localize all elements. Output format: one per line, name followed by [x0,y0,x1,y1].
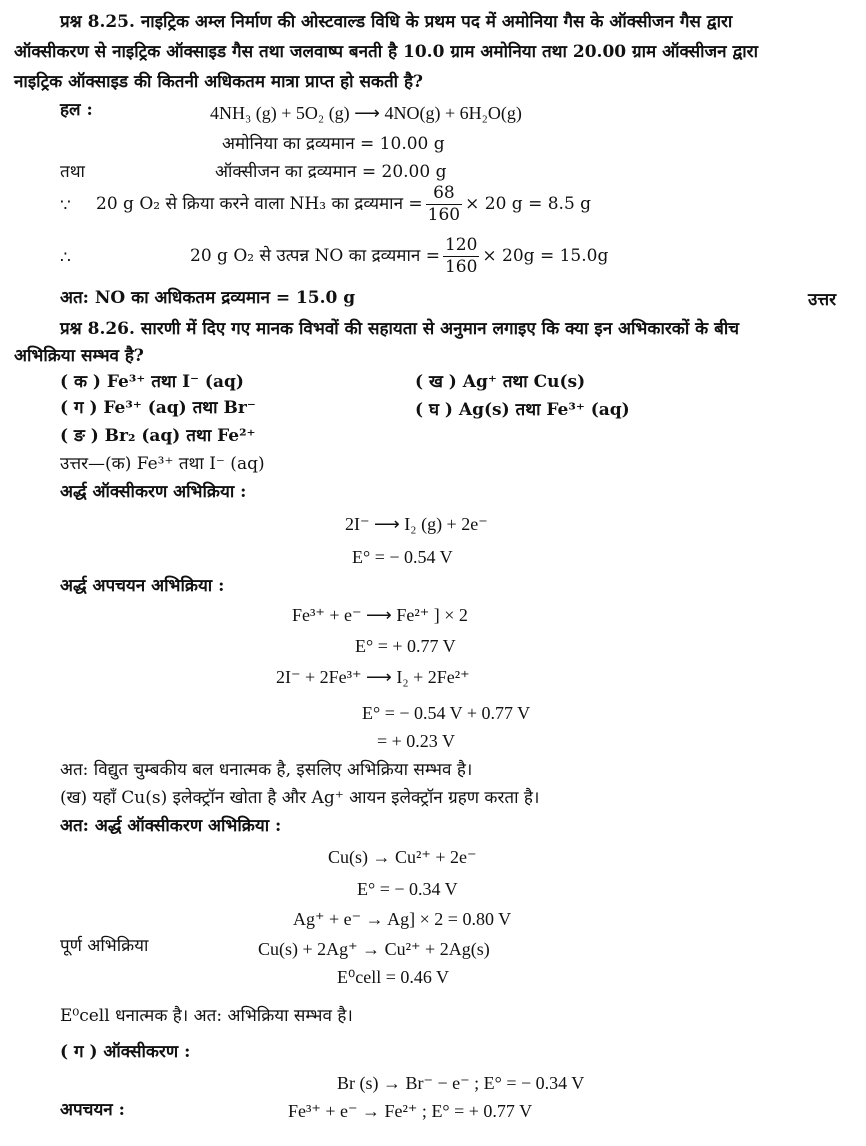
no-fraction [443,234,479,277]
nh3-denominator: 160 [427,204,461,225]
potential-3: E° = − 0.54 V + 0.77 V [362,703,531,723]
answer-intro: उत्तर—(क) Fe³⁺ तथा I⁻ (aq) [60,454,265,474]
oxygen-mass: ऑक्सीजन का द्रव्यमान = 20.00 g [215,162,447,182]
q826-line1: प्रश्न 8.26. सारणी में दिए गए मानक विभवों की सहायता से अनुमान लगाइए कि क्या इन अभिकारकों के बीच [60,319,740,339]
ammonia-mass: अमोनिया का द्रव्यमान = 10.00 g [222,134,445,154]
nh3-text: 20 g O₂ से क्रिया करने वाला NH₃ का द्रव्यमान = [96,193,423,214]
no-text: 20 g O₂ से उत्पन्न NO का द्रव्यमान = [190,245,440,266]
therefore-symbol: ∴ [60,248,71,268]
equation-4: Cu(s) → Cu²⁺ + 2e⁻ [328,847,477,867]
half-reduction-heading: अर्द्ध अपचयन अभिक्रिया : [60,576,225,596]
q825-line2: ऑक्सीकरण से नाइट्रिक ऑक्साइड गैस तथा जलवाष्प बनती है 10.0 ग्राम अमोनिया तथा 20.00 ग्राम ऑक्सीजन द्वारा [14,42,759,62]
q825-line3: नाइट्रिक ऑक्साइड की कितनी अधिकतम मात्रा प्राप्त हो सकती है? [14,72,423,92]
final-answer-825: अत: NO का अधिकतम द्रव्यमान = 15.0 g [60,288,356,308]
option-gha: ( घ ) Ag(s) तथा Fe³⁺ (aq) [415,400,630,420]
tatha-label: तथा [60,162,85,182]
q825-line1: प्रश्न 8.25. नाइट्रिक अम्ल निर्माण की ओस्टवाल्ड विधि के प्रथम पद में अमोनिया गैस के ऑक्सीजन गैस द्वारा [60,12,733,32]
equation-8: Fe³⁺ + e⁻ → Fe²⁺ ; E° = + 0.77 V [288,1101,533,1121]
nh3-numerator: 68 [426,185,462,205]
ecell-value: E⁰cell = 0.46 V [337,967,450,987]
full-reaction-label: पूर्ण अभिक्रिया [60,936,149,956]
equation-3: 2I⁻ + 2Fe³⁺ ⟶ I₂ + 2Fe²⁺ [276,667,470,687]
nh3-result: × 20 g = 8.5 g [465,193,592,214]
no-denominator: 160 [444,256,478,277]
reduction-label: अपचयन : [60,1100,125,1120]
conclusion-b: E⁰cell धनात्मक है। अत: अभिक्रिया सम्भव है। [60,1006,353,1026]
no-calc [190,236,608,276]
equation-7: Br (s) → Br⁻ − e⁻ ; E° = − 0.34 V [337,1073,585,1093]
equation-5: Ag⁺ + e⁻ → Ag] × 2 = 0.80 V [293,909,512,929]
equation-6: Cu(s) + 2Ag⁺ → Cu²⁺ + 2Ag(s) [258,939,490,959]
conclusion-a: अत: विद्युत चुम्बकीय बल धनात्मक है, इसलिए अभिक्रिया सम्भव है। [60,760,473,780]
q826-line2: अभिक्रिया सम्भव है? [14,346,144,366]
potential-4: = + 0.23 V [377,731,455,751]
equation-1: 2I⁻ ⟶ I₂ (g) + 2e⁻ [345,514,488,534]
uttar-label: उत्तर [808,290,837,310]
part-ga-oxidation-heading: ( ग ) ऑक्सीकरण : [60,1042,191,1062]
no-numerator: 120 [444,234,478,255]
because-symbol: ∵ [60,196,71,216]
hal-label: हल : [60,100,93,120]
reaction-equation: 4NH₃ (g) + 5O₂ (g) ⟶ 4NO(g) + 6H₂O(g) [210,103,522,123]
no-result: × 20g = 15.0g [482,245,609,266]
potential-5: E° = − 0.34 V [357,879,458,899]
option-nga: ( ङ ) Br₂ (aq) तथा Fe²⁺ [60,426,256,446]
option-ka: ( क ) Fe³⁺ तथा I⁻ (aq) [60,372,244,392]
half-oxidation-heading: अर्द्ध ऑक्सीकरण अभिक्रिया : [60,482,247,502]
nh3-calc [96,184,591,224]
part-kha-line: (ख) यहाँ Cu(s) इलेक्ट्रॉन खोता है और Ag⁺ आयन इलेक्ट्रॉन ग्रहण करता है। [60,788,540,808]
potential-2: E° = + 0.77 V [355,636,456,656]
potential-1: E° = − 0.54 V [352,547,453,567]
kha-half-oxidation-heading: अत: अर्द्ध ऑक्सीकरण अभिक्रिया : [60,816,282,836]
option-ga: ( ग ) Fe³⁺ (aq) तथा Br⁻ [60,398,256,418]
option-kha: ( ख ) Ag⁺ तथा Cu(s) [415,372,586,392]
nh3-fraction [426,182,462,225]
equation-2: Fe³⁺ + e⁻ ⟶ Fe²⁺ ] × 2 [292,605,468,625]
